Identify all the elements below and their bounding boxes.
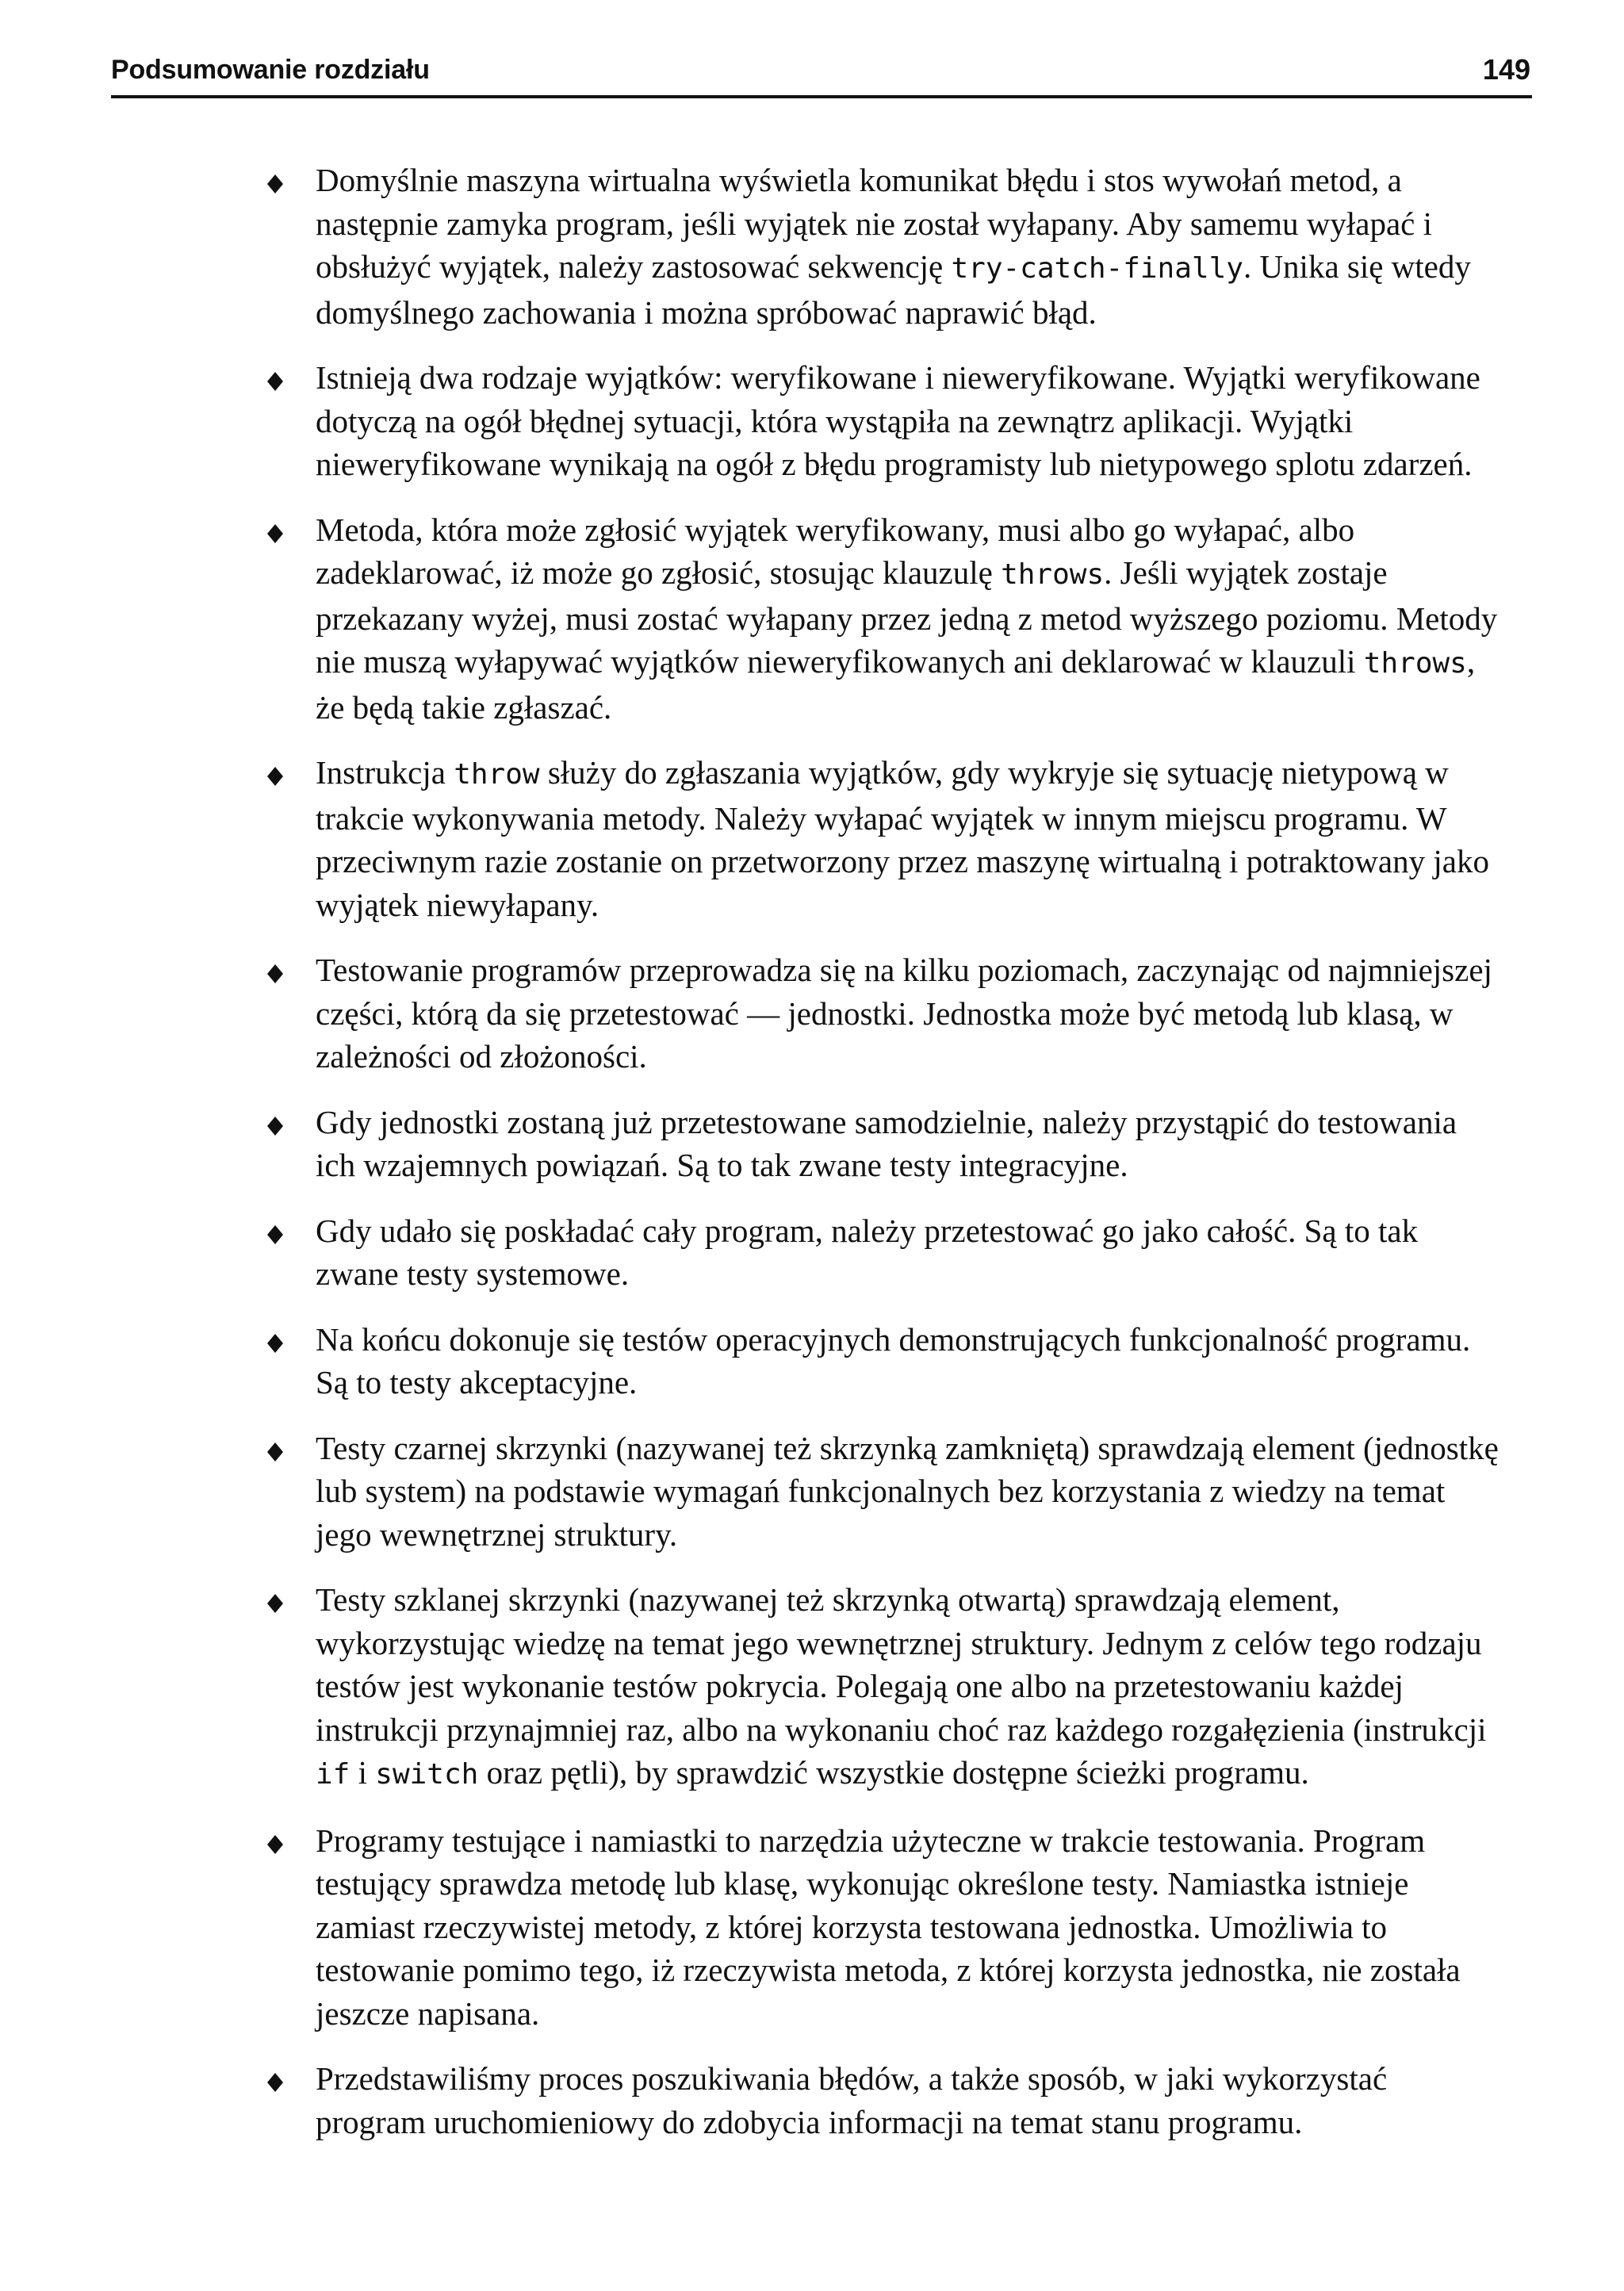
item-text: Przedstawiliśmy proces poszukiwania błędów, a także sposób, w jaki wykorzystać program uruchomieniowy do zdobycia informacji na temat stanu programu. [316, 2060, 1388, 2140]
list-item [263, 1209, 1500, 1296]
list-item [263, 948, 1500, 1078]
list-item [263, 159, 1500, 334]
diamond-bullet-icon [266, 174, 285, 193]
item-text: Testowanie programów przeprowadza się na kilku poziomach, zaczynając od najmniejszej części, którą da się przetestować — jednostki. Jednostka może być metodą lub klasą, w zależności od złożoności. [316, 952, 1492, 1075]
list-item [263, 1819, 1500, 2036]
page-number: 149 [1482, 53, 1530, 86]
item-text: służy do zgłaszania wyjątków, gdy wykryje się sytuację nietypową w trakcie wykonywania metody. Należy wyłapać wyjątek w innym miejscu programu. W przeciwnym razie zostanie on przetworzony przez maszynę wirtualną i potraktowany jako wyjątek niewyłapany. [316, 754, 1489, 923]
item-text: Instrukcja [316, 754, 454, 791]
code-if: if [316, 1758, 350, 1791]
item-text: Testy czarnej skrzynki (nazywanej też skrzynką zamkniętą) sprawdzają element (jednostkę lub system) na podstawie wymagań funkcjonalnych bez korzystania z wiedzy na temat jego wewnętrznej struktury. [316, 1429, 1499, 1553]
list-item [263, 356, 1500, 486]
list-item [263, 1427, 1500, 1557]
header-divider [111, 95, 1532, 98]
diamond-bullet-icon [266, 1442, 285, 1462]
item-text: Metoda, która może zgłosić wyjątek weryfikowany, musi albo go wyłapać, albo zadeklarować, iż może go zgłosić, stosując klauzulę [316, 511, 1355, 591]
item-text: oraz pętli), by sprawdzić wszystkie dostępne ścieżki programu. [478, 1754, 1309, 1791]
item-text: Gdy udało się poskładać cały program, należy przetestować go jako całość. Są to tak zwane testy systemowe. [316, 1212, 1419, 1292]
diamond-bullet-icon [266, 964, 285, 983]
diamond-bullet-icon [266, 1835, 285, 1854]
diamond-bullet-icon [266, 767, 285, 786]
list-item [263, 508, 1500, 730]
diamond-bullet-icon [266, 1594, 285, 1613]
item-text: Gdy jednostki zostaną już przetestowane samodzielnie, należy przystąpić do testowania ich wzajemnych powiązań. Są to tak zwane testy integracyjne. [316, 1103, 1457, 1183]
item-text: . Unika się wtedy domyślnego zachowania i można spróbować naprawić błąd. [316, 248, 1471, 331]
item-text: i [350, 1754, 376, 1791]
list-item [263, 751, 1500, 926]
list-item [263, 1578, 1500, 1797]
code-throw: throw [454, 758, 540, 791]
list-item [263, 1318, 1500, 1404]
list-item [263, 2057, 1500, 2144]
code-switch: switch [375, 1758, 479, 1791]
item-text: Domyślnie maszyna wirtualna wyświetla komunikat błędu i stos wywołań metod, a następnie zamyka program, jeśli wyjątek nie został wyłapany. Aby samemu wyłapać i obsłużyć wyjątek, należy zastosować sekwencję [316, 162, 1432, 285]
diamond-bullet-icon [266, 524, 285, 543]
code-try-catch-finally: try-catch-finally [951, 252, 1243, 285]
diamond-bullet-icon [266, 1334, 285, 1353]
item-text: Istnieją dwa rodzaje wyjątków: weryfikowane i nieweryfikowane. Wyjątki weryfikowane dotyczą na ogół błędnej sytuacji, która wystąpiła na zewnątrz aplikacji. Wyjątki nieweryfikowane wynikają na ogół z błędu programisty lub nietypowego splotu zdarzeń. [316, 359, 1480, 482]
section-title: Podsumowanie rozdziału [111, 55, 430, 85]
diamond-bullet-icon [266, 2073, 285, 2092]
item-text: . Jeśli wyjątek zostaje przekazany wyżej, musi zostać wyłapany przez jedną z metod wyższego poziomu. Metody nie muszą wyłapywać wyjątków nieweryfikowanych ani deklarować w klauzuli [316, 554, 1498, 680]
running-header [111, 51, 1530, 98]
diamond-bullet-icon [266, 372, 285, 391]
code-throws: throws [1001, 558, 1105, 591]
summary-list [263, 159, 1500, 2166]
diamond-bullet-icon [266, 1225, 285, 1244]
item-text: Na końcu dokonuje się testów operacyjnych demonstrujących funkcjonalność programu. Są to testy akceptacyjne. [316, 1320, 1471, 1400]
diamond-bullet-icon [266, 1117, 285, 1136]
item-text: Programy testujące i namiastki to narzędzia użyteczne w trakcie testowania. Program testujący sprawdza metodę lub klasę, wykonując określone testy. Namiastka istnieje zamiast rzeczywistej metody, z której korzysta testowana jednostka. Umożliwia to testowanie pomimo tego, iż rzeczywista metoda, z której korzysta jednostka, nie została jeszcze napisana. [316, 1822, 1461, 2032]
code-throws: throws [1363, 647, 1467, 680]
item-text: Testy szklanej skrzynki (nazywanej też skrzynką otwartą) sprawdzają element, wykorzystując wiedzę na temat jego wewnętrznej struktury. Jednym z celów tego rodzaju testów jest wykonanie testów pokrycia. Polegają one albo na przetestowaniu każdej instrukcji przynajmniej raz, albo na wykonaniu choć raz każdego rozgałęzienia (instrukcji [316, 1581, 1487, 1748]
list-item [263, 1101, 1500, 1187]
item-text: , że będą takie zgłaszać. [316, 643, 1476, 726]
